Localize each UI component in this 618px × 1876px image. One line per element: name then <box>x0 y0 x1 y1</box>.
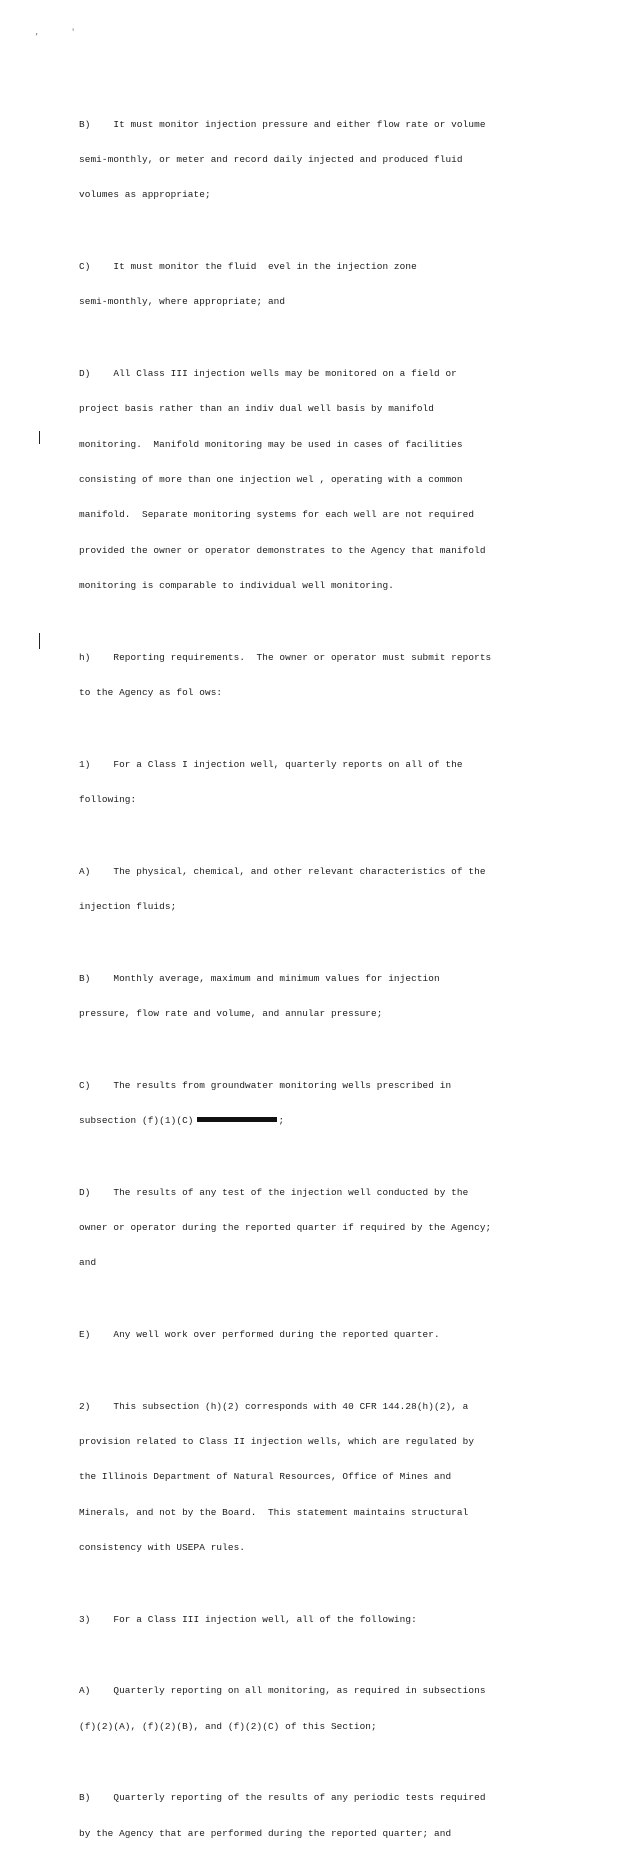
text-line: semi-monthly, where appropriate; and <box>79 296 286 308</box>
text-line: manifold. Separate monitoring systems for each well are not required <box>79 509 475 521</box>
paragraph <box>79 95 549 225</box>
text-line: and <box>79 1257 97 1269</box>
text-line: h) Reporting requirements. The owner or operator must submit reports <box>79 651 492 663</box>
text-line: B) Monthly average, maximum and minimum values for injection <box>79 972 440 984</box>
paragraph <box>79 1056 549 1150</box>
text-line: to the Agency as fol ows: <box>79 687 223 699</box>
text-line: pressure, flow rate and volume, and annular pressure; <box>79 1008 383 1020</box>
paragraph <box>79 1769 549 1863</box>
paragraph <box>79 1305 549 1364</box>
text-line: B) Quarterly reporting of the results of any periodic tests required <box>79 1792 486 1804</box>
paragraph <box>79 237 549 331</box>
paragraph <box>79 1590 549 1649</box>
scan-mark: ' <box>71 29 76 37</box>
text-line: monitoring is comparable to individual well monitoring. <box>79 580 394 592</box>
text-line: Minerals, and not by the Board. This statement maintains structural <box>79 1506 469 1518</box>
change-bar <box>39 633 40 649</box>
text-line: A) The physical, chemical, and other relevant characteristics of the <box>79 865 486 877</box>
paragraph <box>79 735 549 829</box>
text-line: 3) For a Class III injection well, all of the following: <box>79 1613 417 1625</box>
text-line: E) Any well work over performed during the reported quarter. <box>79 1329 440 1341</box>
text-line: D) All Class III injection wells may be monitored on a field or <box>79 367 457 379</box>
scan-mark: , <box>35 29 40 37</box>
text-line: A) Quarterly reporting on all monitoring, as required in subsections <box>79 1685 486 1697</box>
text-line: by the Agency that are performed during the reported quarter; and <box>79 1827 452 1839</box>
text-fragment: subsection (f)(1)(C) <box>79 1115 194 1127</box>
paragraph <box>79 842 549 936</box>
text-line: injection fluids; <box>79 901 177 913</box>
document-body <box>79 95 549 1876</box>
text-line: monitoring. Manifold monitoring may be used in cases of facilities <box>79 438 463 450</box>
redaction-bar <box>197 1117 277 1122</box>
text-line: (f)(2)(A), (f)(2)(B), and (f)(2)(C) of this Section; <box>79 1720 377 1732</box>
paragraph <box>79 1377 549 1578</box>
text-line: consistency with USEPA rules. <box>79 1542 246 1554</box>
text-line-with-redaction <box>79 1115 549 1127</box>
text-line: B) It must monitor injection pressure and either flow rate or volume <box>79 118 486 130</box>
paragraph <box>79 344 549 615</box>
paragraph <box>79 628 549 722</box>
text-line: 1) For a Class I injection well, quarterly reports on all of the <box>79 758 463 770</box>
paragraph <box>79 949 549 1043</box>
text-line: consisting of more than one injection wel , operating with a common <box>79 474 463 486</box>
change-bar <box>39 431 40 444</box>
paragraph <box>79 1662 549 1756</box>
text-fragment: ; <box>278 1115 285 1127</box>
text-line: C) The results from groundwater monitoring wells prescribed in <box>79 1079 452 1091</box>
text-line: 2) This subsection (h)(2) corresponds with 40 CFR 144.28(h)(2), a <box>79 1400 469 1412</box>
text-line: project basis rather than an indiv dual well basis by manifold <box>79 403 435 415</box>
text-line: D) The results of any test of the injection well conducted by the <box>79 1186 469 1198</box>
paragraph <box>79 1163 549 1293</box>
text-line: provided the owner or operator demonstrates to the Agency that manifold <box>79 544 486 556</box>
text-line: the Illinois Department of Natural Resources, Office of Mines and <box>79 1471 452 1483</box>
text-line: provision related to Class II injection wells, which are regulated by <box>79 1436 475 1448</box>
text-line: semi-monthly, or meter and record daily injected and produced fluid <box>79 153 463 165</box>
text-line: owner or operator during the reported quarter if required by the Agency; <box>79 1222 492 1234</box>
text-line: following: <box>79 794 137 806</box>
text-line: C) It must monitor the fluid evel in the injection zone <box>79 260 417 272</box>
text-line: volumes as appropriate; <box>79 189 211 201</box>
